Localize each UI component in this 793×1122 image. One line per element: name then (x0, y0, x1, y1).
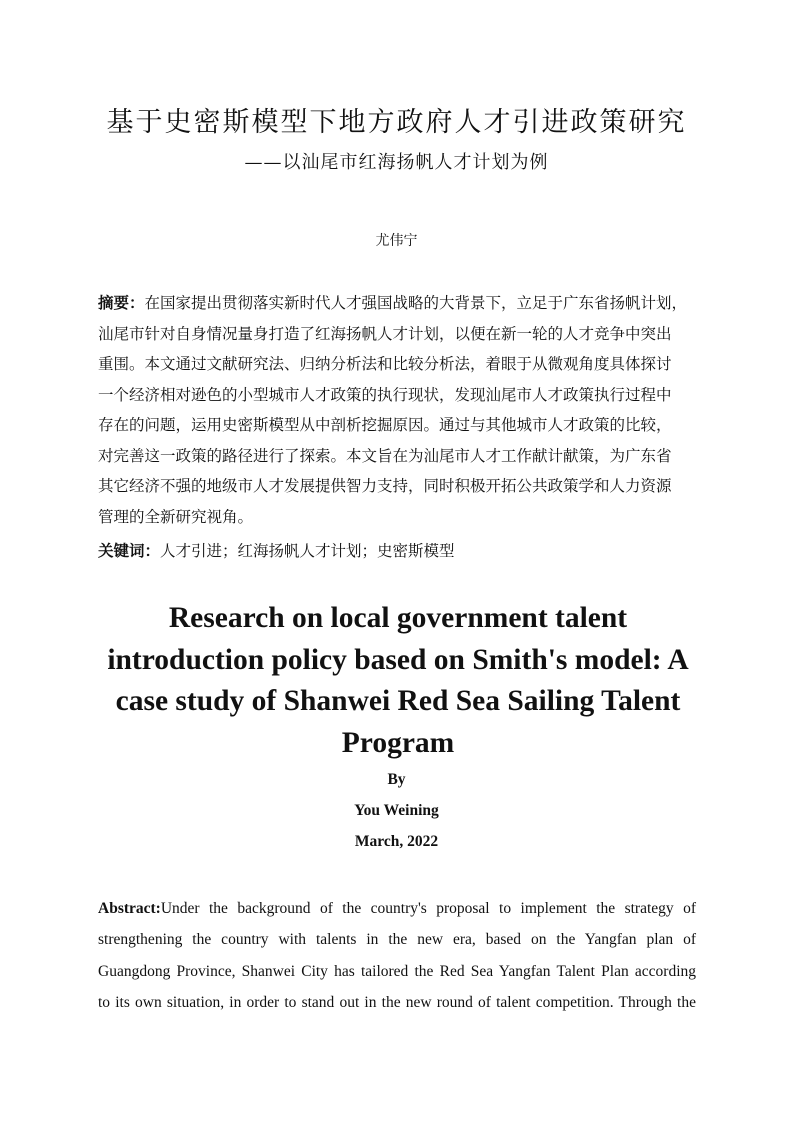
chinese-keywords-text: 人才引进；红海扬帆人才计划；史密斯模型 (160, 542, 455, 560)
english-abstract (98, 893, 696, 1018)
chinese-abstract-line: 汕尾市针对自身情况量身打造了红海扬帆人才计划，以便在新一轮的人才竞争中突出 (98, 324, 672, 343)
english-title-line: Program (341, 726, 455, 759)
english-by: By (387, 771, 406, 788)
english-title-line: Research on local government talent (168, 602, 628, 634)
chinese-title: 基于史密斯模型下地方政府人才引进政策研究 (106, 107, 687, 138)
english-abstract-line (98, 893, 696, 924)
english-abstract-line: Guangdong Province, Shanwei City has tailored the Red Sea Yangfan Talent Plan according (98, 962, 696, 980)
chinese-abstract-line: 一个经济相对逊色的小型城市人才政策的执行现状，发现汕尾市人才政策执行过程中 (98, 385, 672, 404)
english-title-line: introduction policy based on Smith's model: A (107, 643, 689, 676)
chinese-abstract (98, 288, 698, 532)
english-abstract-text: Under the background of the country's proposal to implement the strategy of (160, 900, 696, 917)
chinese-abstract-text: 在国家提出贯彻落实新时代人才强国战略的大背景下，立足于广东省扬帆计划， (144, 294, 688, 312)
english-title-line: case study of Shanwei Red Sea Sailing Talent (115, 685, 681, 717)
chinese-abstract-line: 管理的全新研究视角。 (98, 507, 254, 526)
chinese-subtitle: ——以汕尾市红海扬帆人才计划为例 (244, 152, 549, 173)
chinese-abstract-line: 其它经济不强的地级市人才发展提供智力支持，同时积极开拓公共政策学和人力资源 (98, 477, 672, 495)
english-title (98, 598, 698, 764)
chinese-abstract-line: 重围。本文通过文献研究法、归纳分析法和比较分析法，着眼于从微观角度具体探讨 (98, 355, 672, 373)
chinese-abstract-line: 存在的问题，运用史密斯模型从中剖析挖掘原因。通过与其他城市人才政策的比较， (98, 416, 672, 434)
chinese-keywords (98, 536, 698, 566)
english-abstract-line: to its own situation, in order to stand out in the new round of talent competition. Through the (98, 993, 696, 1011)
english-abstract-label: Abstract: (98, 900, 161, 917)
chinese-abstract-label: 摘要： (98, 294, 145, 312)
english-date: March, 2022 (354, 833, 439, 850)
english-abstract-line: strengthening the country with talents in the new era, based on the Yangfan plan of (98, 931, 696, 949)
chinese-abstract-line: 对完善这一政策的路径进行了探索。本文旨在为汕尾市人才工作献计献策，为广东省 (98, 446, 672, 465)
chinese-keywords-label: 关键词： (98, 542, 161, 560)
english-author: You Weining (354, 802, 439, 819)
chinese-author: 尤伟宁 (375, 233, 418, 249)
chinese-abstract-line (98, 288, 698, 319)
